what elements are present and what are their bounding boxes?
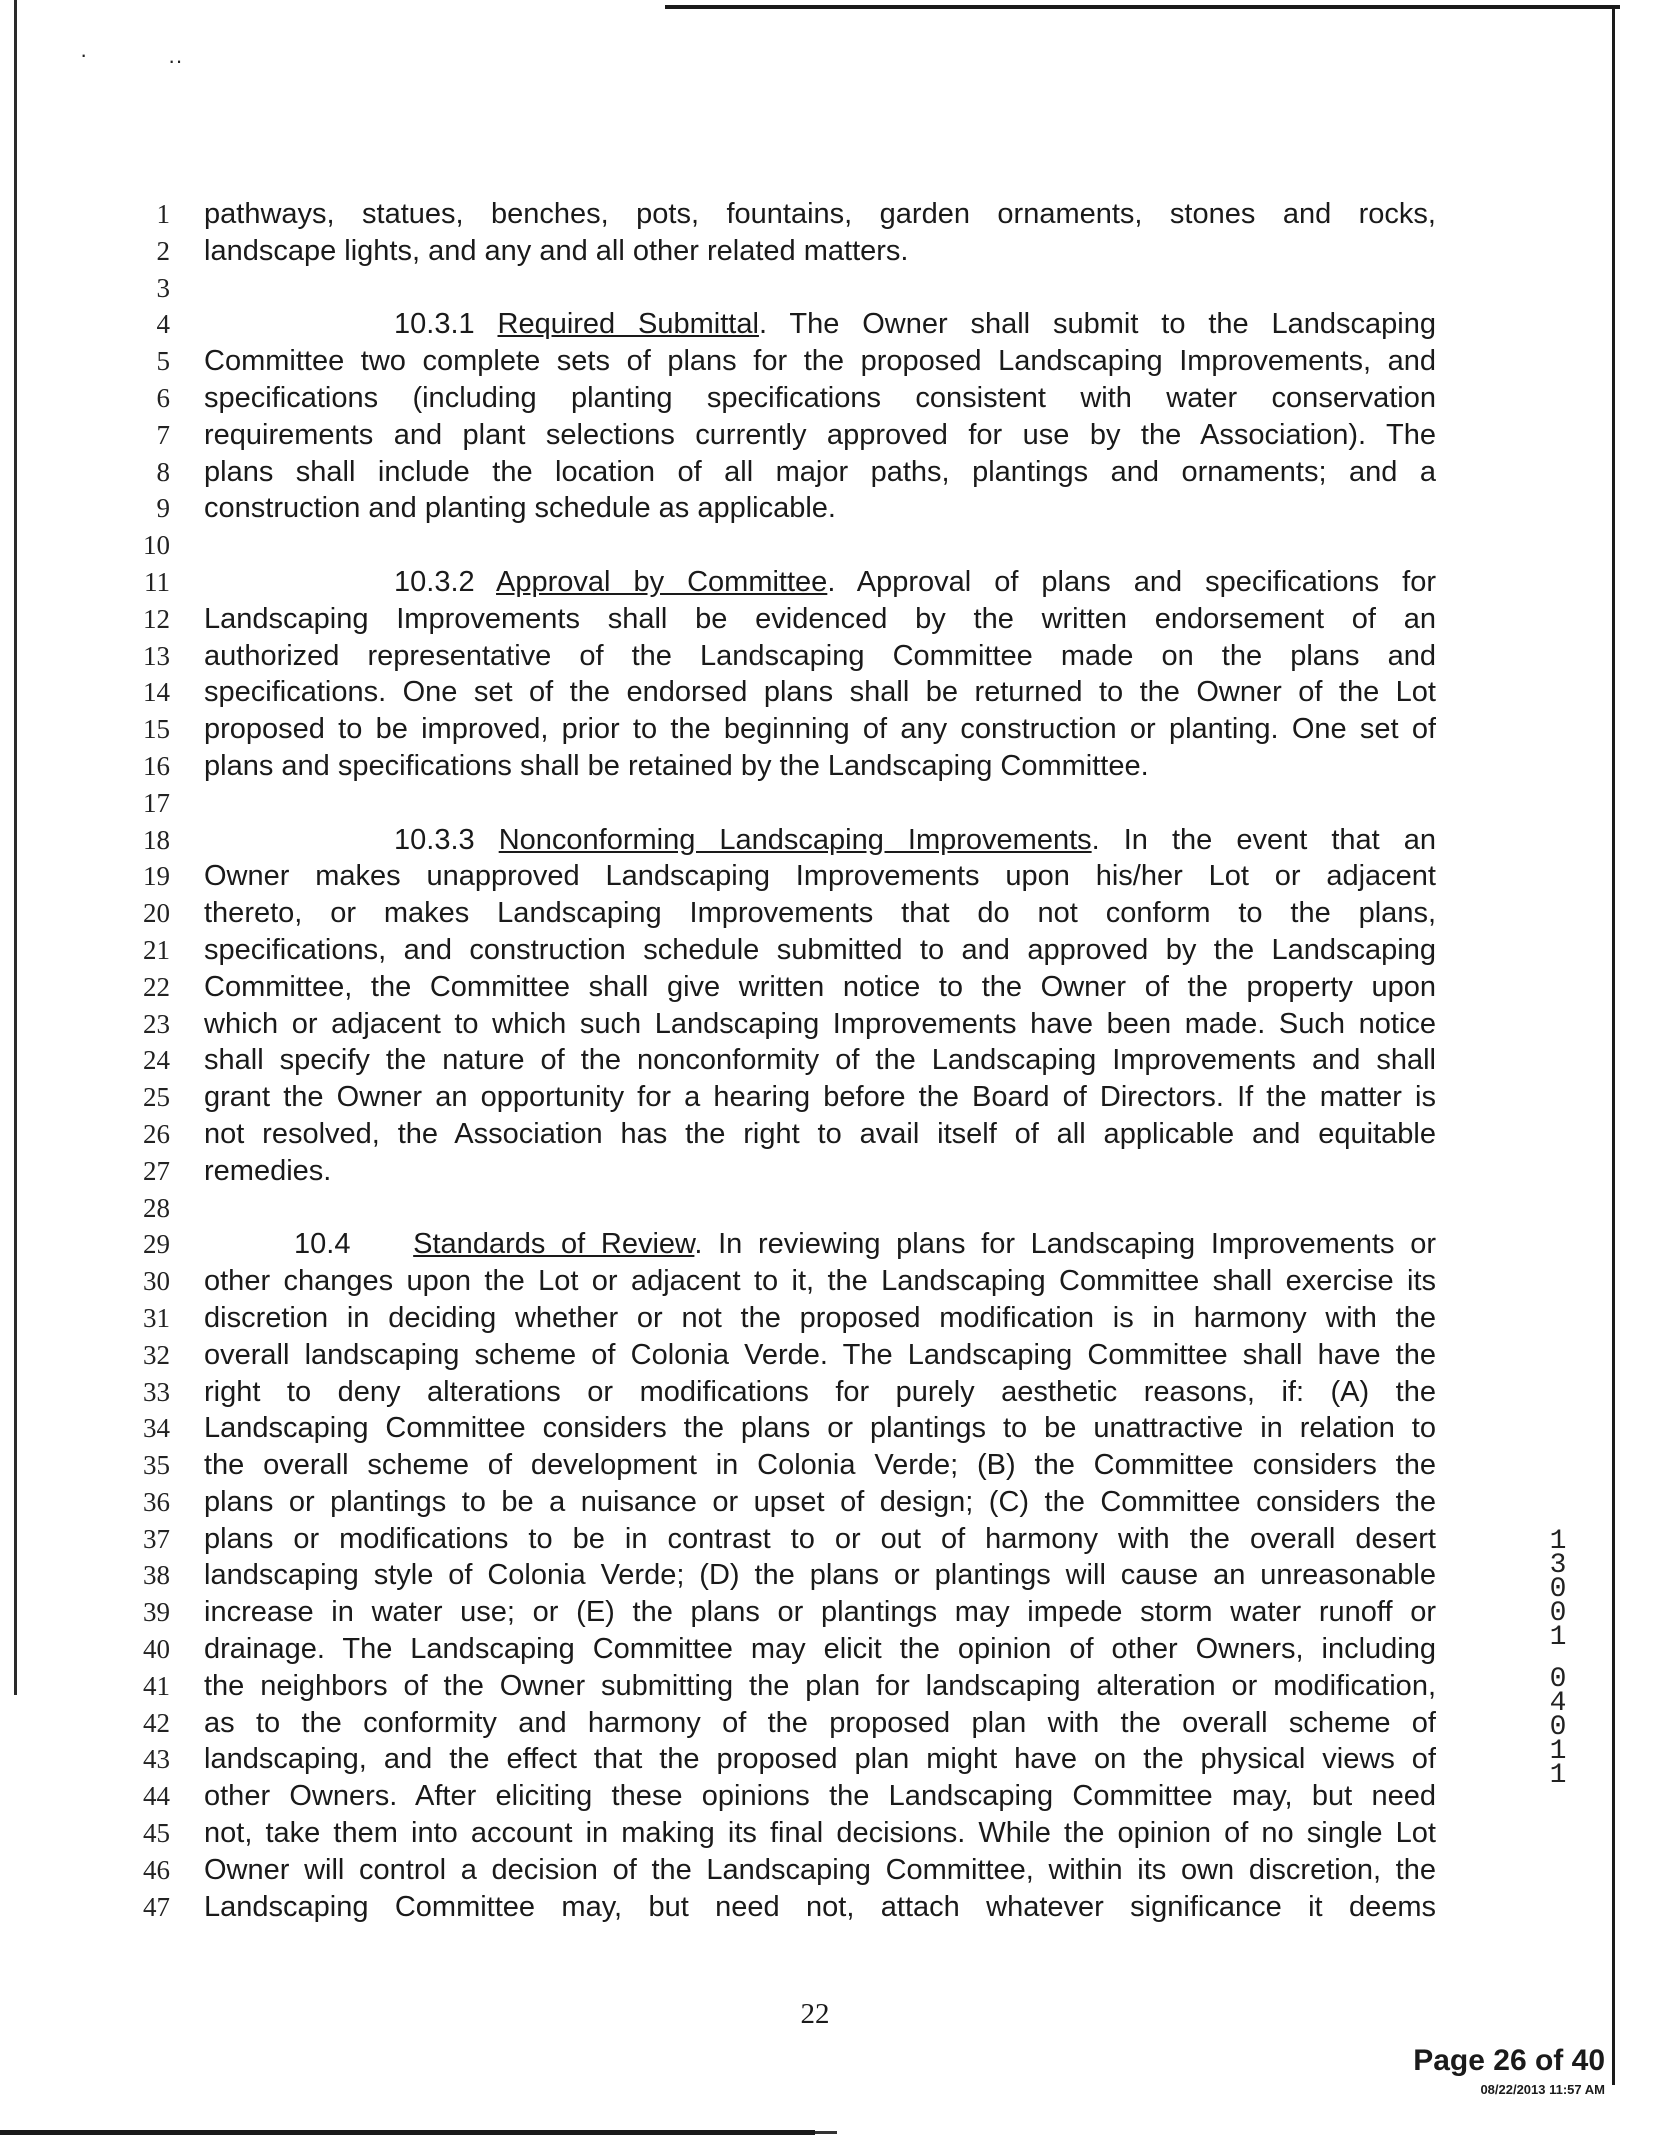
line-number: 20: [143, 898, 170, 929]
text-line-25: grant the Owner an opportunity for a hearing before the Board of Directors. If the matter is: [204, 1081, 1436, 1114]
text-line-15: proposed to be improved, prior to the beginning of any construction or planting. One set of: [204, 713, 1436, 746]
stamp-digit: 1: [1549, 1736, 1567, 1767]
line-number: 9: [156, 493, 170, 524]
section-10-3-2-heading-line: [204, 564, 1436, 601]
line-number: 30: [143, 1266, 170, 1297]
line-number: 26: [143, 1118, 170, 1149]
text-line-14: specifications. One set of the endorsed plans shall be returned to the Owner of the Lot: [204, 676, 1436, 709]
section-number: 10.3.2: [394, 565, 497, 598]
text-line-7: requirements and plant selections currently approved for use by the Association). The: [204, 418, 1436, 451]
section-10-3-3-heading-line: [204, 822, 1436, 859]
section-10-3-1-heading-line: [204, 306, 1436, 343]
stamp-digit: 3: [1549, 1550, 1567, 1581]
line-number: 24: [143, 1045, 170, 1076]
text-line-35: the overall scheme of development in Colonia Verde; (B) the Committee considers the: [204, 1449, 1436, 1482]
line-number: 22: [143, 971, 170, 1002]
text-line-26: not resolved, the Association has the right to avail itself of all applicable and equitable: [204, 1117, 1436, 1150]
line-number: 36: [143, 1486, 170, 1517]
stamp-digit: 0: [1549, 1574, 1567, 1605]
text-line-43: landscaping, and the effect that the proposed plan might have on the physical views of: [204, 1743, 1436, 1776]
line-number: 39: [143, 1597, 170, 1628]
text-line-16: plans and specifications shall be retained by the Landscaping Committee.: [204, 749, 1149, 782]
line-number: 28: [143, 1192, 170, 1223]
section-number: 10.3.1: [394, 308, 498, 341]
line-number: 5: [156, 346, 170, 377]
stamp-digit: 0: [1549, 1664, 1567, 1695]
line-number: 40: [143, 1634, 170, 1665]
line-number: 32: [143, 1339, 170, 1370]
line-number: 6: [156, 382, 170, 413]
scan-border-top: [665, 5, 1620, 9]
text-line-20: thereto, or makes Landscaping Improvements that do not conform to the plans,: [204, 897, 1436, 930]
line-number: 44: [143, 1781, 170, 1812]
line-number: 45: [143, 1818, 170, 1849]
text-line-40: drainage. The Landscaping Committee may elicit the opinion of other Owners, including: [204, 1633, 1436, 1666]
text-line-24: shall specify the nature of the nonconformity of the Landscaping Improvements and shall: [204, 1044, 1436, 1077]
line-number: 43: [143, 1744, 170, 1775]
line-number: 4: [156, 309, 170, 340]
line-number: 8: [156, 456, 170, 487]
section-title: Nonconforming Landscaping Improvements: [498, 823, 1092, 856]
text-segment: . The Owner shall submit to the Landscaping: [758, 308, 1436, 341]
line-number: 37: [143, 1523, 170, 1554]
line-number: 7: [156, 419, 170, 450]
text-line-37: plans or modifications to be in contrast to or out of harmony with the overall desert: [204, 1522, 1436, 1555]
text-line-39: increase in water use; or (E) the plans or plantings may impede storm water runoff or: [204, 1596, 1436, 1629]
blank-line: [204, 1190, 1436, 1227]
section-title: Approval by Committee: [496, 565, 828, 598]
text-line-36: plans or plantings to be a nuisance or upset of design; (C) the Committee considers the: [204, 1485, 1436, 1518]
text-line-27: remedies.: [204, 1154, 332, 1187]
line-number: 25: [143, 1082, 170, 1113]
recording-stamp: [1536, 1526, 1580, 1791]
stamp-digit: 1: [1549, 1760, 1567, 1791]
stamp-digit: 4: [1549, 1688, 1567, 1719]
stamp-digit: 1: [1549, 1622, 1567, 1653]
line-number: 41: [143, 1670, 170, 1701]
line-number: 11: [144, 566, 170, 597]
text-segment: . In the event that an: [1091, 823, 1436, 856]
line-number: 2: [156, 235, 170, 266]
blank-line: [204, 527, 1436, 564]
text-line-9: construction and planting schedule as applicable.: [204, 492, 836, 525]
line-number: 3: [156, 272, 170, 303]
line-number: 1: [156, 199, 170, 229]
blank-line: [204, 270, 1436, 307]
section-number: 10.4: [294, 1228, 351, 1261]
line-number: 18: [143, 824, 170, 855]
line-number: 16: [143, 750, 170, 781]
text-line-46: Owner will control a decision of the Landscaping Committee, within its own discretion, the: [204, 1853, 1436, 1886]
text-line-41: the neighbors of the Owner submitting the plan for landscaping alteration or modification,: [204, 1669, 1436, 1702]
document-body: [204, 196, 1436, 1925]
stamp-digit: 0: [1549, 1712, 1567, 1743]
line-number: 14: [143, 677, 170, 708]
blank-line: [204, 785, 1436, 822]
line-number: 21: [143, 934, 170, 965]
text-segment: . In reviewing plans for Landscaping Improvements or: [694, 1228, 1436, 1261]
text-line-30: other changes upon the Lot or adjacent to it, the Landscaping Committee shall exercise its: [204, 1265, 1436, 1298]
text-line-21: specifications, and construction schedule submitted to and approved by the Landscaping: [204, 933, 1436, 966]
text-segment: . Approval of plans and specifications for: [827, 565, 1436, 598]
scan-border-left: [14, 0, 17, 1695]
text-line-47: Landscaping Committee may, but need not, attach whatever significance it deems: [204, 1890, 1436, 1923]
text-line-22: Committee, the Committee shall give written notice to the Owner of the property upon: [204, 970, 1436, 1003]
text-line-31: discretion in deciding whether or not the proposed modification is in harmony with the: [204, 1301, 1436, 1334]
text-line-1: pathways, statues, benches, pots, fountains, garden ornaments, stones and rocks,: [204, 198, 1436, 230]
scan-speck: ·: [80, 42, 88, 67]
text-line-32: overall landscaping scheme of Colonia Verde. The Landscaping Committee shall have the: [204, 1338, 1436, 1371]
line-number: 42: [143, 1707, 170, 1738]
line-number: 19: [143, 861, 170, 892]
text-line-13: authorized representative of the Landscaping Committee made on the plans and: [204, 639, 1436, 672]
text-line-38: landscaping style of Colonia Verde; (D) the plans or plantings will cause an unreasonable: [204, 1559, 1436, 1592]
line-number: 15: [143, 714, 170, 745]
text-line-12: Landscaping Improvements shall be evidenced by the written endorsement of an: [204, 602, 1436, 635]
line-number: 13: [143, 640, 170, 671]
line-number-column: [110, 196, 170, 1925]
section-number: 10.3.3: [394, 823, 499, 856]
scan-border-bottom-tail: [815, 2131, 837, 2134]
line-number: 38: [143, 1560, 170, 1591]
scan-border-right: [1612, 5, 1615, 2085]
line-number: 34: [143, 1413, 170, 1444]
print-timestamp: 08/22/2013 11:57 AM: [1480, 2082, 1605, 2097]
line-number: 23: [143, 1008, 170, 1039]
page-number: 22: [800, 1998, 830, 2030]
text-line-5: Committee two complete sets of plans for the proposed Landscaping Improvements, and: [204, 345, 1436, 378]
section-10-4-heading-line: [204, 1226, 1436, 1263]
line-number: 46: [143, 1854, 170, 1885]
text-line-42: as to the conformity and harmony of the proposed plan with the overall scheme of: [204, 1706, 1436, 1739]
text-line-34: Landscaping Committee considers the plans or plantings to be unattractive in relation to: [204, 1412, 1436, 1445]
text-line-45: not, take them into account in making its final decisions. While the opinion of no single Lot: [204, 1817, 1436, 1850]
line-number: 47: [143, 1891, 170, 1922]
line-number: 33: [143, 1376, 170, 1407]
line-number: 10: [143, 530, 170, 561]
text-line-2: landscape lights, and any and all other related matters.: [204, 234, 909, 267]
text-line-33: right to deny alterations or modifications for purely aesthetic reasons, if: (A) the: [204, 1375, 1436, 1408]
line-number: 29: [143, 1229, 170, 1260]
scan-border-bottom: [0, 2130, 815, 2135]
text-line-8: plans shall include the location of all major paths, plantings and ornaments; and a: [204, 455, 1436, 488]
line-number: 35: [143, 1450, 170, 1481]
line-number: 12: [143, 603, 170, 634]
scan-speck: ··: [168, 48, 183, 73]
stamp-digit: 0: [1549, 1598, 1567, 1629]
text-line-19: Owner makes unapproved Landscaping Improvements upon his/her Lot or adjacent: [204, 860, 1436, 893]
section-title: Required Submittal: [497, 308, 759, 341]
line-number: 17: [143, 787, 170, 818]
stamp-digit: 1: [1549, 1526, 1567, 1557]
text-line-6: specifications (including planting specifications consistent with water conservation: [204, 381, 1436, 414]
line-number: 31: [143, 1302, 170, 1333]
page-counter: Page 26 of 40: [1413, 2044, 1605, 2077]
text-line-23: which or adjacent to which such Landscaping Improvements have been made. Such notice: [204, 1007, 1436, 1040]
line-number: 27: [143, 1155, 170, 1186]
section-title: Standards of Review: [413, 1228, 695, 1261]
text-line-44: other Owners. After eliciting these opinions the Landscaping Committee may, but need: [204, 1780, 1436, 1813]
